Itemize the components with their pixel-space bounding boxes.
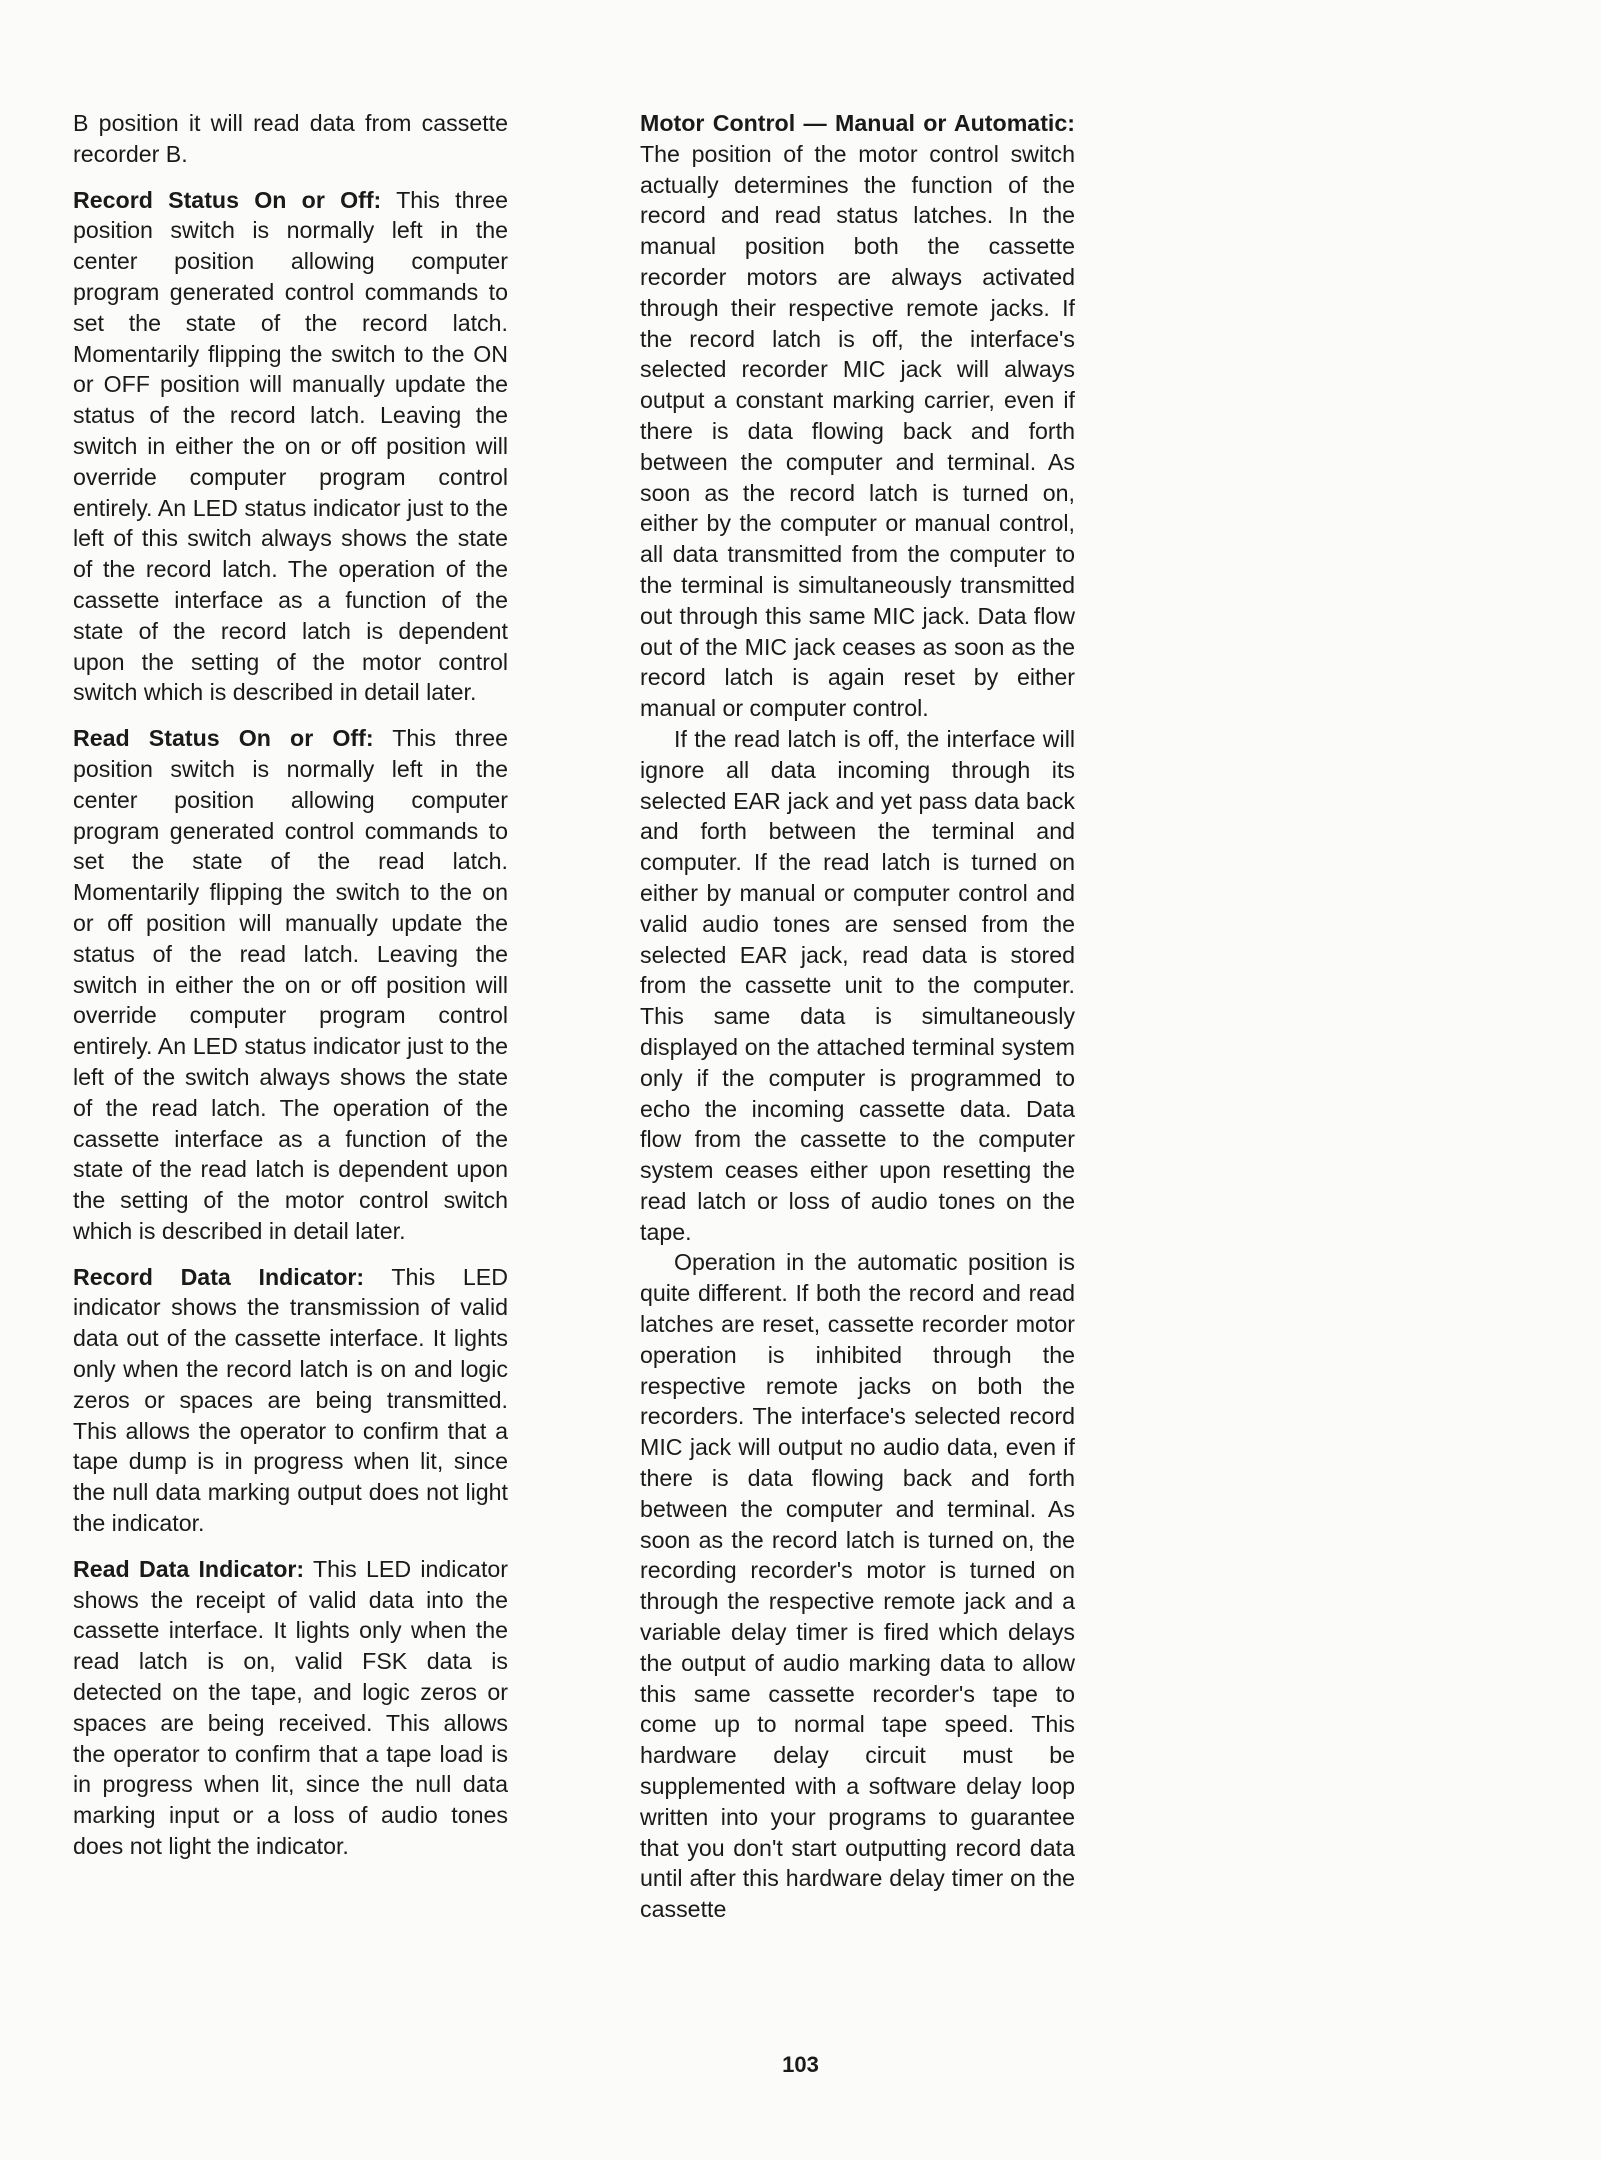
heading-record-data-indicator: Record Data Indicator: bbox=[73, 1263, 365, 1290]
paragraph-read-status bbox=[73, 723, 508, 1247]
heading-read-data-indicator: Read Data Indicator: bbox=[73, 1555, 305, 1582]
left-column bbox=[73, 108, 508, 1862]
page-number: 103 bbox=[782, 2052, 819, 2077]
heading-record-status: Record Status On or Off: bbox=[73, 186, 382, 213]
paragraph-automatic-position: Operation in the automatic position is quite different. If both the record and read latches are reset, cassette recorder motor operation is inhibited through the respective remote jacks on both the recorders. The interface's selected record MIC jack will output no audio data, even if there is data flowing back and forth between the computer and terminal. As soon as the record latch is turned on, the recording recorder's motor is turned on through the respective remote jack and a variable delay timer is fired which delays the output of audio marking data to allow this same cassette recorder's tape to come up to normal tape speed. This hardware delay circuit must be supplemented with a software delay loop written into your programs to guarantee that you don't start outputting record data until after this hardware delay timer on the cassette bbox=[640, 1249, 1075, 1923]
paragraph-read-latch: If the read latch is off, the interface will ignore all data incoming through its selected EAR jack and yet pass data back and forth between the terminal and computer. If the read latch is turned on either by manual or computer control and valid audio tones are sensed from the selected EAR jack, read data is stored from the cassette unit to the computer. This same data is simultaneously displayed on the attached terminal system only if the computer is programmed to echo the incoming cassette data. Data flow from the cassette to the computer system ceases either upon resetting the read latch or loss of audio tones on the tape. bbox=[640, 725, 1075, 1245]
paragraph-b-position: B position it will read data from cassette recorder B. bbox=[73, 110, 508, 167]
paragraph-record-status bbox=[73, 185, 508, 709]
text-read-data-indicator: This LED indicator shows the receipt of valid data into the cassette interface. It lights only when the read latch is on, valid FSK data is detected on the tape, and logic zeros or spaces are being received. This allows the operator to confirm that a tape load is in progress when lit, since the null data marking input or a loss of audio tones does not light the indicator. bbox=[73, 1555, 509, 1860]
paragraph-record-data-indicator bbox=[73, 1262, 508, 1539]
text-record-status: This three position switch is normally left in the center position allowing computer program generated control commands to set the state of the record latch. Momentarily flipping the switch to the ON or OFF position will manually update the status of the record latch. Leaving the switch in either the on or off position will override computer program control entirely. An LED status indicator just to the left of this switch always shows the state of the record latch. The operation of the cassette interface as a function of the state of the record latch is dependent upon the setting of the motor control switch which is described in detail later. bbox=[73, 186, 508, 706]
paragraph-motor-control bbox=[640, 108, 1075, 724]
text-record-data-indicator: This LED indicator shows the transmission of valid data out of the cassette interface. It lights only when the record latch is on and logic zeros or spaces are being transmitted. This allows the operator to confirm that a tape dump is in progress when lit, since the null data marking output does not light the indicator. bbox=[73, 1263, 508, 1537]
text-read-status: This three position switch is normally left in the center position allowing computer program generated control commands to set the state of the read latch. Momentarily flipping the switch to the on or off position will manually update the status of the read latch. Leaving the switch in either the on or off position will override computer program control entirely. An LED status indicator just to the left of the switch always shows the state of the read latch. The operation of the cassette interface as a function of the state of the read latch is dependent upon the setting of the motor control switch which is described in detail later. bbox=[73, 725, 508, 1244]
right-column bbox=[640, 108, 1075, 1925]
text-motor-control: The position of the motor control switch actually determines the function of the record and read status latches. In the manual position both the cassette recorder motors are always activated through their respective remote jacks. If the record latch is off, the interface's selected recorder MIC jack will always output a constant marking carrier, even if there is data flowing back and forth between the computer and terminal. As soon as the record latch is turned on, either by the computer or manual control, all data transmitted from the computer to the terminal is simultaneously transmitted out through this same MIC jack. Data flow out of the MIC jack ceases as soon as the record latch is again reset by either manual or computer control. bbox=[640, 140, 1075, 722]
paragraph-read-data-indicator bbox=[73, 1554, 508, 1862]
heading-read-status: Read Status On or Off: bbox=[73, 725, 374, 752]
heading-motor-control: Motor Control — Manual or Automatic: bbox=[640, 110, 1075, 136]
